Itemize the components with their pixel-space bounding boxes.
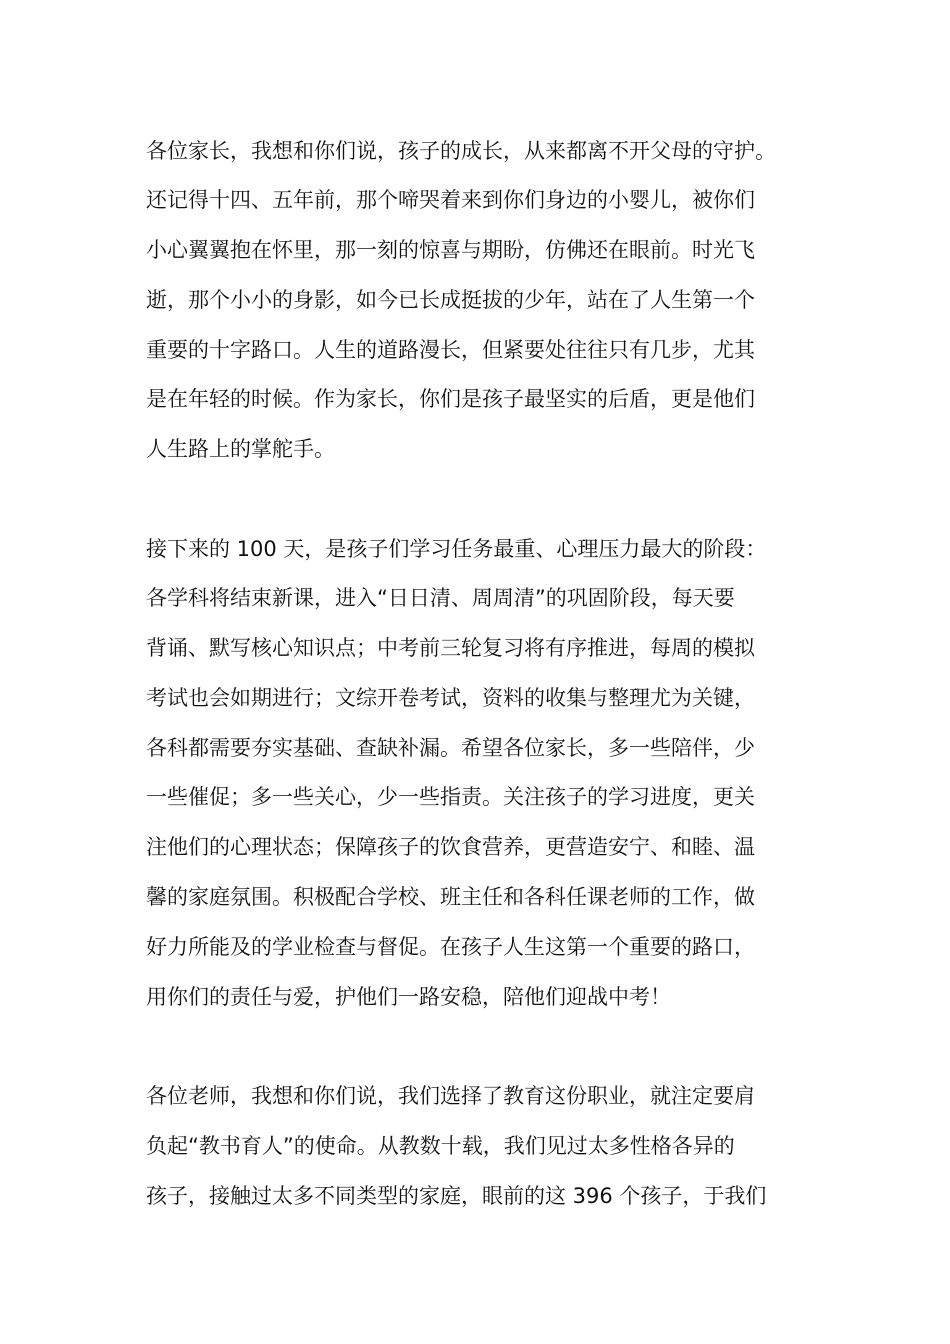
- paragraph-2-line-5: 各科都需要夯实基础、查缺补漏。希望各位家长，多一些陪伴，少: [146, 736, 755, 760]
- paragraph-2-line-2: 各学科将结束新课，进入“日日清、周周清”的巩固阶段，每天要: [146, 586, 735, 610]
- paragraph-1-line-2: 还记得十四、五年前，那个啼哭着来到你们身边的小婴儿，被你们: [146, 188, 755, 212]
- paragraph-1-line-1: 各位家长，我想和你们说，孩子的成长，从来都离不开父母的守护。: [146, 139, 776, 163]
- paragraph-2-line-3: 背诵、默写核心知识点；中考前三轮复习将有序推进，每周的模拟: [146, 636, 755, 660]
- paragraph-3-line-2: 负起“教书育人”的使命。从教数十载，我们见过太多性格各异的: [146, 1134, 735, 1158]
- paragraph-2-line-8: 馨的家庭氛围。积极配合学校、班主任和各科任课老师的工作，做: [146, 885, 755, 909]
- paragraph-2-line-7: 注他们的心理状态；保障孩子的饮食营养，更营造安宁、和睦、温: [146, 835, 755, 859]
- paragraph-1-line-5: 重要的十字路口。人生的道路漫长，但紧要处往往只有几步，尤其: [146, 338, 755, 362]
- paragraph-2-line-9: 好力所能及的学业检查与督促。在孩子人生这第一个重要的路口，: [146, 935, 755, 959]
- paragraph-1-line-6: 是在年轻的时候。作为家长，你们是孩子最坚实的后盾，更是他们: [146, 387, 755, 411]
- paragraph-2-line-1: 接下来的 100 天，是孩子们学习任务最重、心理压力最大的阶段：: [146, 537, 767, 561]
- paragraph-3-line-3: 孩子，接触过太多不同类型的家庭，眼前的这 396 个孩子，于我们: [146, 1184, 767, 1208]
- paragraph-2-line-10: 用你们的责任与爱，护他们一路安稳，陪他们迎战中考！: [146, 985, 671, 1009]
- paragraph-1-line-4: 逝，那个小小的身影，如今已长成挺拔的少年，站在了人生第一个: [146, 288, 755, 312]
- paragraph-1-line-3: 小心翼翼抱在怀里，那一刻的惊喜与期盼，仿佛还在眼前。时光飞: [146, 238, 755, 262]
- paragraph-2-line-6: 一些催促；多一些关心，少一些指责。关注孩子的学习进度，更关: [146, 785, 755, 809]
- paragraph-3-line-1: 各位老师，我想和你们说，我们选择了教育这份职业，就注定要肩: [146, 1084, 755, 1108]
- paragraph-2-line-4: 考试也会如期进行；文综开卷考试，资料的收集与整理尤为关键，: [146, 686, 755, 710]
- paragraph-1-line-7: 人生路上的掌舵手。: [146, 437, 335, 461]
